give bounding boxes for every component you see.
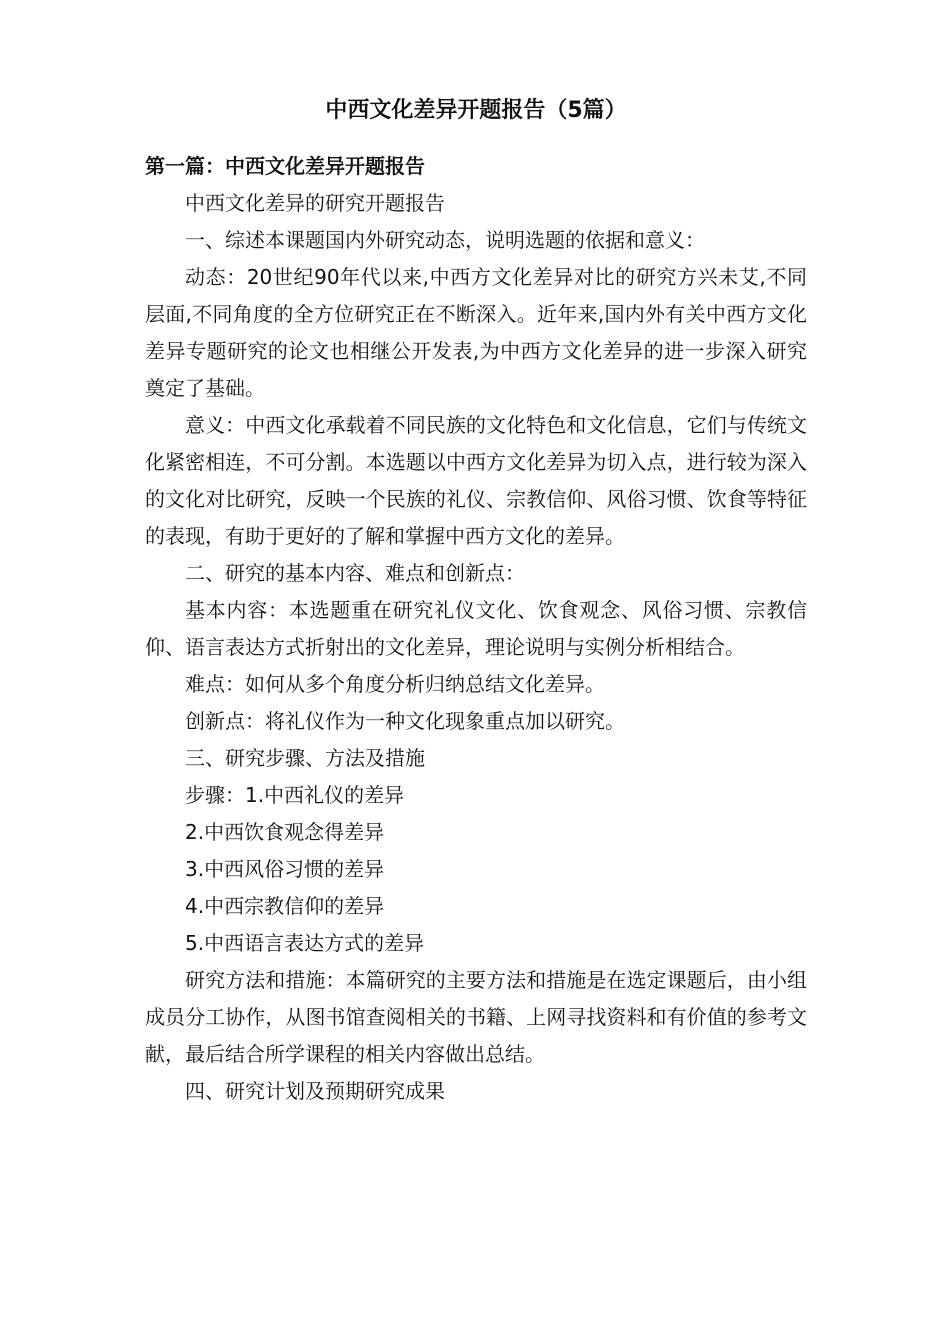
paragraph-difficulty: 难点：如何从多个角度分析归纳总结文化差异。 [185,672,605,696]
document-title: 中西文化差异开题报告（5篇） [325,98,627,123]
paragraph-step-3: 3.中西风俗习惯的差异 [185,857,385,881]
paragraph-basic-content: 基本内容：本选题重在研究礼仪文化、饮食观念、风俗习惯、宗教信仰、语言表达方式折射出的文化差异，理论说明与实例分析相结合。 [145,598,807,659]
paragraph-significance: 意义：中西文化承载着不同民族的文化特色和文化信息，它们与传统文化紧密相连，不可分割。本选题以中西方文化差异为切入点，进行较为深入的文化对比研究，反映一个民族的礼仪、宗教信仰、风俗习惯、饮食等特征的表现，有助于更好的了解和掌握中西方文化的差异。 [145,413,807,548]
document-page [145,88,807,1110]
paragraph-heading-steps: 三、研究步骤、方法及措施 [185,746,425,770]
paragraph-report-name: 中西文化差异的研究开题报告 [185,191,445,215]
paragraph-step-2: 2.中西饮食观念得差异 [185,820,385,844]
paragraph-step-1: 步骤：1.中西礼仪的差异 [185,783,405,807]
paragraph-step-4: 4.中西宗教信仰的差异 [185,894,385,918]
paragraph-heading-content: 二、研究的基本内容、难点和创新点： [185,561,525,585]
paragraph-heading-overview: 一、综述本课题国内外研究动态，说明选题的依据和意义： [185,228,705,252]
paragraph-step-5: 5.中西语言表达方式的差异 [185,931,425,955]
paragraph-heading-plan: 四、研究计划及预期研究成果 [185,1079,445,1103]
section-title: 第一篇：中西文化差异开题报告 [145,154,425,178]
paragraph-methods: 研究方法和措施：本篇研究的主要方法和措施是在选定课题后，由小组成员分工协作，从图书馆查阅相关的书籍、上网寻找资料和有价值的参考文献，最后结合所学课程的相关内容做出总结。 [145,968,807,1066]
paragraph-innovation: 创新点：将礼仪作为一种文化现象重点加以研究。 [185,709,625,733]
paragraph-dynamics: 动态：20世纪90年代以来,中西方文化差异对比的研究方兴未艾,不同层面,不同角度的全方位研究正在不断深入。近年来,国内外有关中西方文化差异专题研究的论文也相继公开发表,为中西方文化差异的进一步深入研究奠定了基础。 [145,265,807,400]
